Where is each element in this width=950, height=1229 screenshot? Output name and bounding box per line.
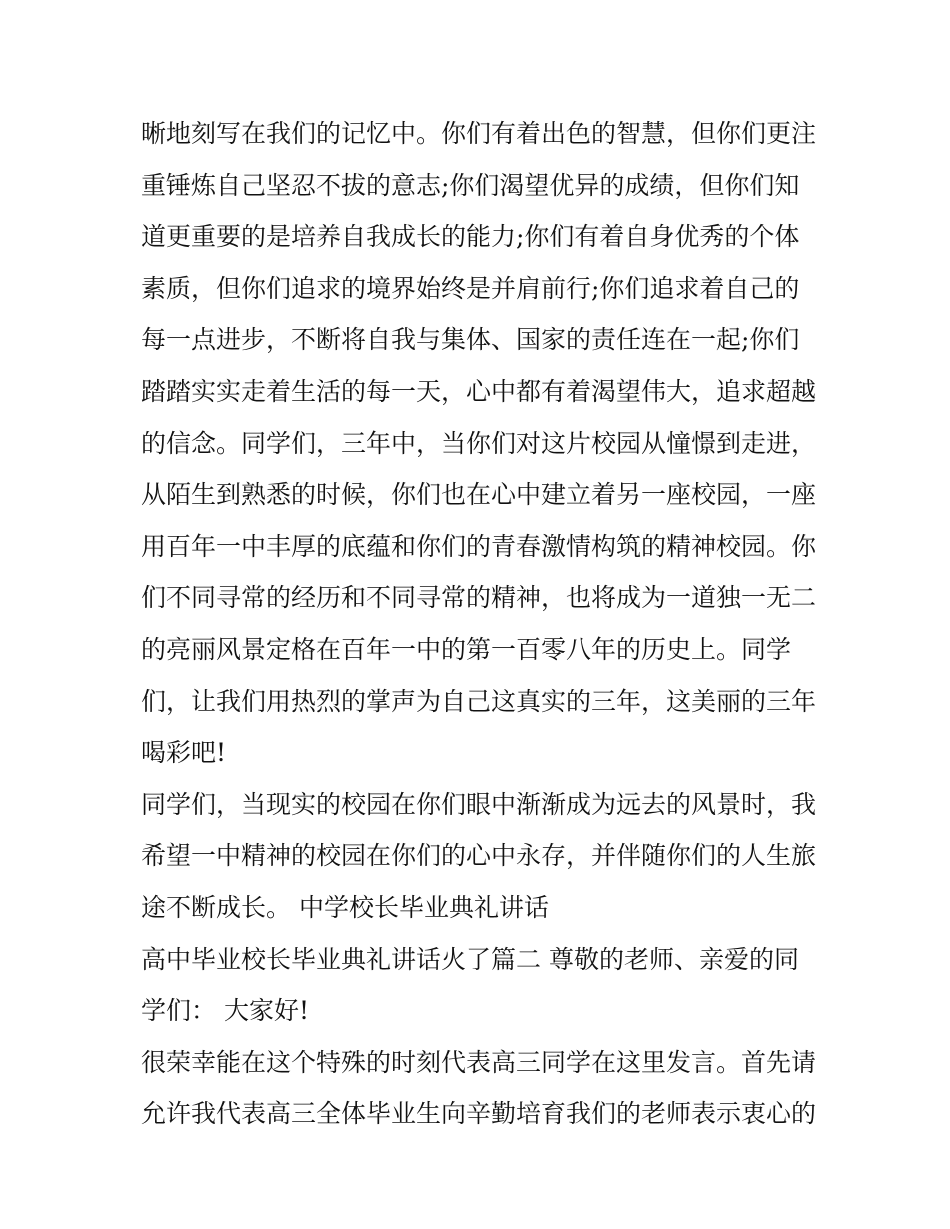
text-line: 道更重要的是培养自我成长的能力;你们有着自身优秀的个体 xyxy=(141,222,800,252)
text-line: 很荣幸能在这个特殊的时刻代表高三同学在这里发言。首先请 xyxy=(141,1047,817,1077)
text-line: 的信念。同学们，三年中，当你们对这片校园从憧憬到走进， xyxy=(141,428,817,458)
text-line: 们，让我们用热烈的掌声为自己这真实的三年，这美丽的三年 xyxy=(141,686,817,716)
text-line: 学们： 大家好! xyxy=(141,996,309,1026)
text-line: 途不断成长。 中学校长毕业典礼讲话 xyxy=(141,892,549,922)
text-line: 从陌生到熟悉的时候，你们也在心中建立着另一座校园，一座 xyxy=(141,480,817,510)
text-line: 希望一中精神的校园在你们的心中永存，并伴随你们的人生旅 xyxy=(141,841,817,871)
text-line: 们不同寻常的经历和不同寻常的精神，也将成为一道独一无二 xyxy=(141,583,817,613)
text-line: 用百年一中丰厚的底蕴和你们的青春激情构筑的精神校园。你 xyxy=(141,531,817,561)
text-line: 重锤炼自己坚忍不拔的意志;你们渴望优异的成绩，但你们知 xyxy=(141,170,800,200)
text-line: 每一点进步，不断将自我与集体、国家的责任连在一起;你们 xyxy=(141,325,800,355)
text-line: 素质，但你们追求的境界始终是并肩前行;你们追求着自己的 xyxy=(141,273,800,303)
text-line: 允许我代表高三全体毕业生向辛勤培育我们的老师表示衷心的 xyxy=(141,1099,817,1129)
text-line: 喝彩吧! xyxy=(141,738,227,768)
text-line: 同学们，当现实的校园在你们眼中渐渐成为远去的风景时，我 xyxy=(141,789,817,819)
text-line: 高中毕业校长毕业典礼讲话火了篇二 尊敬的老师、亲爱的同 xyxy=(141,944,799,974)
text-line: 晰地刻写在我们的记忆中。你们有着出色的智慧，但你们更注 xyxy=(141,119,817,148)
document-body xyxy=(141,108,821,1140)
text-line: 踏踏实实走着生活的每一天，心中都有着渴望伟大，追求超越 xyxy=(141,376,817,406)
text-line: 的亮丽风景定格在百年一中的第一百零八年的历史上。同学 xyxy=(141,634,792,664)
